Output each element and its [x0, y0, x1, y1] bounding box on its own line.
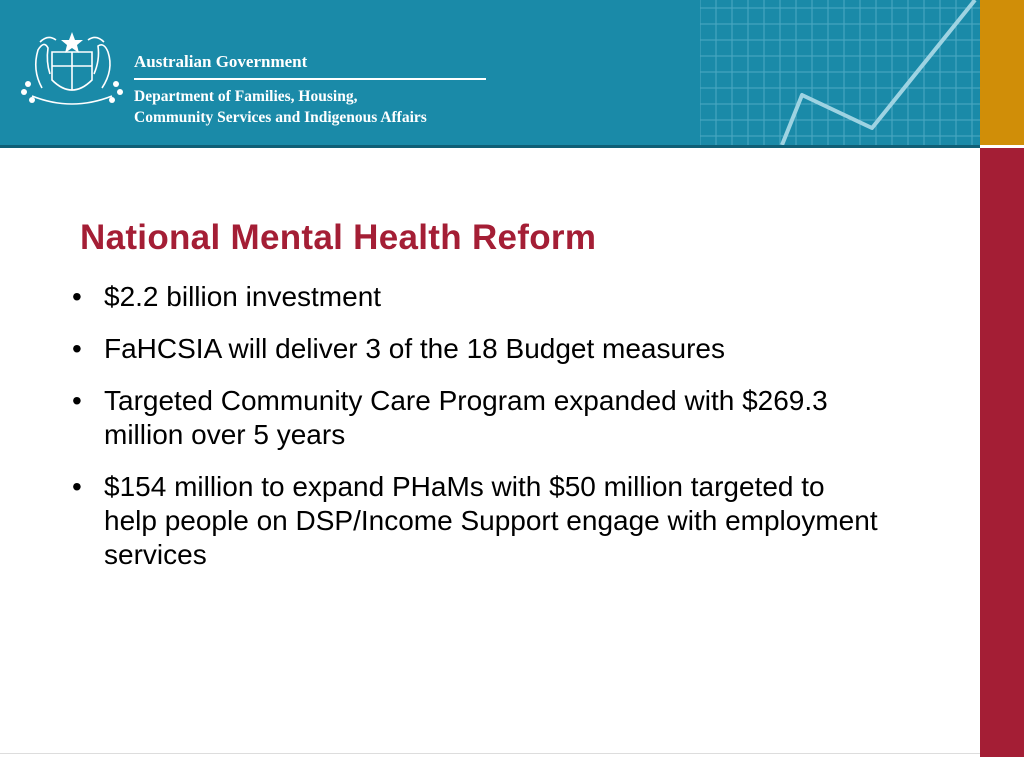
bullet-text: FaHCSIA will deliver 3 of the 18 Budget measures	[104, 333, 725, 364]
bullet-item	[70, 332, 880, 366]
header-bottom-rule	[0, 145, 980, 148]
department-name-line2: Community Services and Indigenous Affairs	[134, 109, 427, 126]
bullet-marker: •	[72, 333, 82, 364]
header-banner	[0, 0, 980, 145]
slide-title: National Mental Health Reform	[80, 218, 597, 257]
bullet-item	[70, 470, 880, 572]
bullet-text: $2.2 billion investment	[104, 281, 382, 312]
bullet-list	[70, 280, 880, 590]
header-divider	[134, 78, 486, 80]
bullet-marker: •	[72, 385, 82, 416]
coat-of-arms-icon	[18, 30, 126, 110]
bullet-item	[70, 280, 880, 314]
bullet-marker: •	[72, 471, 82, 502]
grid-chart-graphic	[700, 0, 980, 145]
department-name-line1: Department of Families, Housing,	[134, 88, 358, 105]
bullet-text: $154 million to expand PHaMs with $50 million targeted to help people on DSP/Income Support engage with employment services	[104, 471, 878, 570]
bullet-marker: •	[72, 281, 82, 312]
bullet-item	[70, 384, 880, 452]
slide-bottom-rule	[0, 753, 980, 754]
government-name: Australian Government	[134, 52, 308, 71]
side-bar-red	[980, 148, 1024, 757]
side-bar-gold	[980, 0, 1024, 145]
bullet-text: Targeted Community Care Program expanded with $269.3 million over 5 years	[104, 385, 828, 450]
